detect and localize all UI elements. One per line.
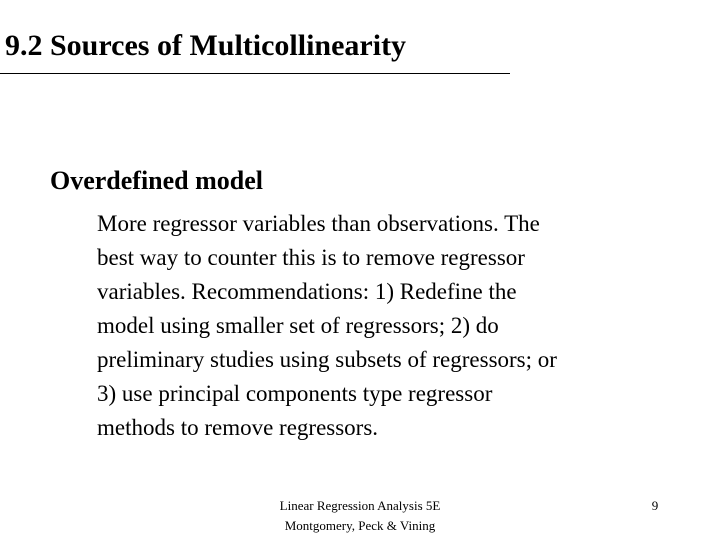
body-line: variables. Recommendations: 1) Redefine the [97,279,517,304]
footer-authors: Montgomery, Peck & Vining [284,518,436,533]
footer-citation [230,496,490,536]
body-line: More regressor variables than observations. The [97,211,540,236]
slide-title: 9.2 Sources of Multicollinearity [5,29,407,62]
body-line: preliminary studies using subsets of regressors; or [97,347,557,372]
section-heading: Overdefined model [50,166,264,195]
body-line: best way to counter this is to remove regressor [97,245,525,270]
body-line: 3) use principal components type regressor [97,381,493,406]
body-line: methods to remove regressors. [97,415,379,440]
title-underline [0,73,510,74]
footer-book-title: Linear Regression Analysis 5E [279,498,441,513]
body-paragraph [97,207,687,445]
page-number: 9 [651,498,659,513]
body-line: model using smaller set of regressors; 2) do [97,313,499,338]
